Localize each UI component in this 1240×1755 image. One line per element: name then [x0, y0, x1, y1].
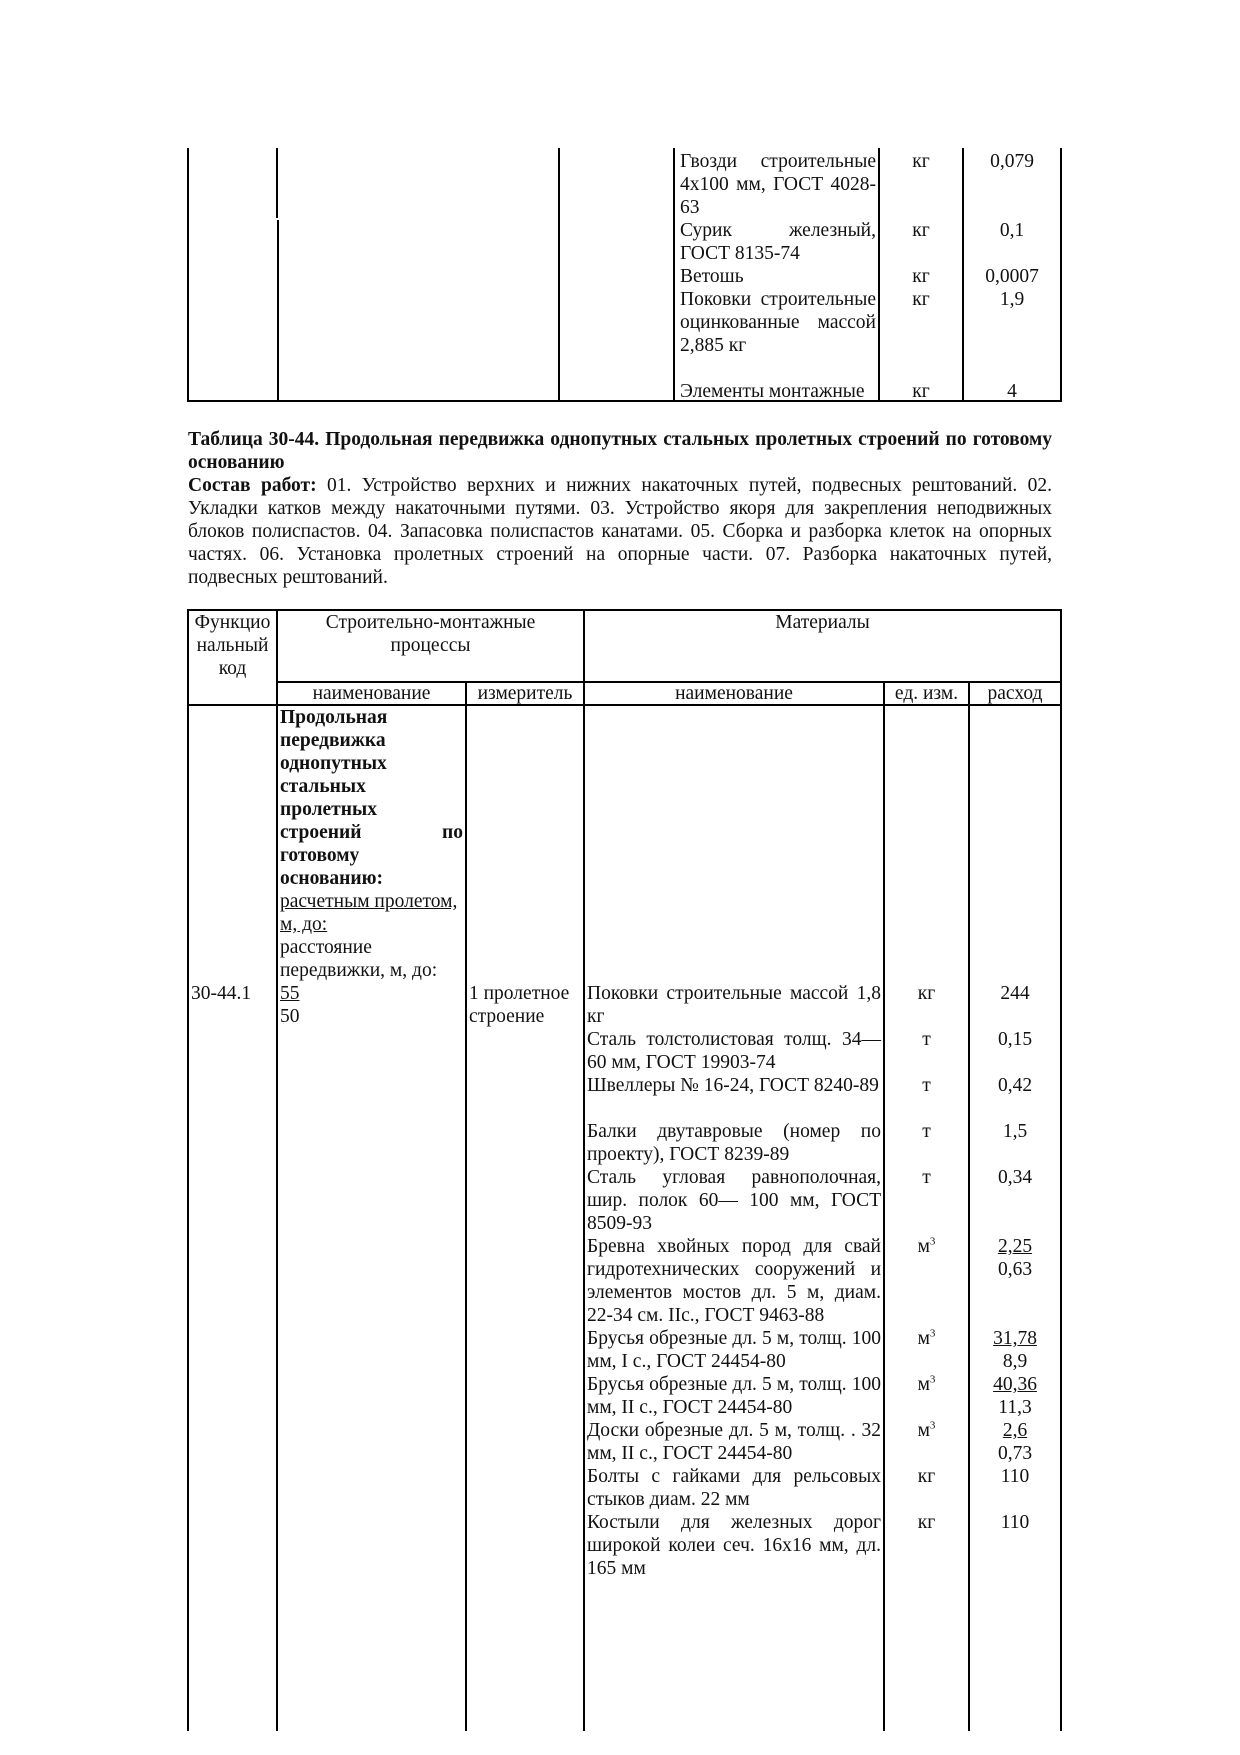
cube-superscript: 3: [929, 1419, 936, 1432]
work-composition-text: 01. Устройство верхних и нижних накаточных путей, подвесных рештований. 02. Укладки катков между накаточными путями. 03. Устройство якоря для закрепления неподвижных блоков полиспастов. 04. Запасовка полиспастов канатами. 05. Сборка и разборка клеток на опорных частях. 06. Установка пролетных строений на опорные части. 07. Разборка накаточных путей, подвесных рештований.: [188, 475, 1052, 588]
header-mat-amount: расход: [987, 683, 1043, 704]
process-distance-value: 50: [280, 1006, 300, 1027]
material-name: Сталь толстолистовая толщ. 34—60 мм, ГОСТ 19903-74: [587, 1029, 881, 1073]
top-row-value: 4: [1007, 381, 1017, 402]
cube-superscript: 3: [929, 1327, 936, 1340]
material-name: Швеллеры № 16-24, ГОСТ 8240-89: [587, 1075, 879, 1096]
work-composition: [188, 474, 1052, 589]
material-unit: т: [922, 1075, 931, 1096]
material-unit-text: м: [917, 1374, 930, 1395]
material-amount: 1,5: [1002, 1121, 1028, 1142]
cube-superscript: 3: [929, 1235, 936, 1248]
material-amount: 0,15: [997, 1029, 1033, 1050]
header-materials: Материалы: [775, 612, 870, 633]
material-amount: 40,36: [993, 1374, 1037, 1395]
material-name: Брусья обрезные дл. 5 м, толщ. 100 мм, I с., ГОСТ 24454-80: [587, 1328, 881, 1372]
top-row-value: 0,079: [990, 151, 1034, 172]
material-amount: 2,6: [1002, 1420, 1028, 1441]
header-mat-unit: ед. изм.: [894, 683, 959, 704]
material-name: Доски обрезные дл. 5 м, толщ. . 32 мм, II с., ГОСТ 24454-80: [587, 1420, 881, 1464]
top-row-value: 0,0007: [985, 266, 1039, 287]
top-row-name: Элементы монтажные: [680, 381, 865, 402]
material-name: Балки двутавровые (номер по проекту), ГОСТ 8239-89: [587, 1121, 881, 1165]
process-title: Продольная передвижка однопутных стальных пролетных строений по готовому основанию:: [280, 707, 463, 889]
material-unit: [885, 1235, 968, 1258]
process-measure: 1 пролетное строение: [469, 983, 570, 1027]
material-amount: 0,42: [997, 1075, 1033, 1096]
material-name: Поковки строительные массой 1,8 кг: [587, 983, 881, 1027]
material-unit: т: [922, 1029, 931, 1050]
process-span-label: расчетным пролетом, м, до:: [280, 891, 458, 935]
function-code: 30-44.1: [191, 983, 252, 1004]
header-func-code: Функцио нальный код: [194, 612, 271, 679]
material-unit: т: [922, 1167, 931, 1188]
material-unit-text: м: [917, 1236, 930, 1257]
header-proc-name: наименование: [312, 683, 431, 704]
material-amount: 31,78: [993, 1328, 1037, 1349]
material-unit-text: м: [917, 1420, 930, 1441]
material-amount-secondary: 8,9: [1002, 1351, 1028, 1372]
cube-superscript: 3: [929, 1373, 936, 1386]
material-amount: 2,25: [997, 1236, 1033, 1257]
material-amount: 0,34: [997, 1167, 1033, 1188]
material-amount: 110: [1000, 1466, 1030, 1487]
top-row-unit: кг: [912, 220, 930, 241]
header-proc-unit: измеритель: [477, 683, 573, 704]
top-row-name: Поковки строительные оцинкованные массой 2,885 кг: [680, 289, 876, 356]
top-row-unit: кг: [912, 266, 930, 287]
material-name: Бревна хвойных пород для свай гидротехнических сооружений и элементов мостов дл. 5 м, диам. 22-34 см. IIс., ГОСТ 9463-88: [587, 1236, 881, 1326]
top-row-unit: кг: [912, 151, 930, 172]
material-name: Костыли для железных дорог широкой колеи сеч. 16x16 мм, дл. 165 мм: [587, 1512, 881, 1579]
process-span-value: 55: [280, 983, 300, 1004]
top-row-name: Сурик железный, ГОСТ 8135-74: [680, 220, 876, 264]
material-name: Брусья обрезные дл. 5 м, толщ. 100 мм, II с., ГОСТ 24454-80: [587, 1374, 881, 1418]
material-unit: [885, 1327, 968, 1350]
material-name: Сталь угловая равнополочная, шир. полок 60— 100 мм, ГОСТ 8509-93: [587, 1167, 881, 1234]
process-distance-label: расстояние передвижки, м, до:: [280, 937, 438, 981]
top-row-unit: кг: [912, 381, 930, 402]
material-unit: т: [922, 1121, 931, 1142]
material-unit-text: м: [917, 1328, 930, 1349]
top-row-value: 0,1: [999, 220, 1025, 241]
material-amount-secondary: 0,63: [997, 1259, 1033, 1280]
top-row-unit: кг: [912, 289, 930, 310]
material-amount-secondary: 0,73: [997, 1443, 1033, 1464]
material-amount-secondary: 11,3: [998, 1397, 1032, 1418]
top-row-name: Ветошь: [680, 266, 744, 287]
material-unit: [885, 1419, 968, 1442]
header-processes: Строительно-монтажные процессы: [325, 612, 536, 656]
material-amount: 110: [1000, 1512, 1030, 1533]
material-amount: 244: [1000, 983, 1030, 1004]
header-mat-name: наименование: [675, 683, 793, 704]
top-row-value: 1,9: [999, 289, 1025, 310]
material-name: Болты с гайками для рельсовых стыков диам. 22 мм: [587, 1466, 881, 1510]
top-row-name: Гвозди строительные 4х100 мм, ГОСТ 4028-63: [680, 151, 876, 218]
section-title: Таблица 30-44. Продольная передвижка однопутных стальных пролетных строений по готовому основанию: [188, 429, 1052, 473]
material-unit: кг: [917, 1466, 936, 1487]
material-unit: кг: [917, 1512, 936, 1533]
material-unit: [885, 1373, 968, 1396]
material-unit: кг: [917, 983, 936, 1004]
work-composition-label: Состав работ:: [188, 475, 317, 496]
